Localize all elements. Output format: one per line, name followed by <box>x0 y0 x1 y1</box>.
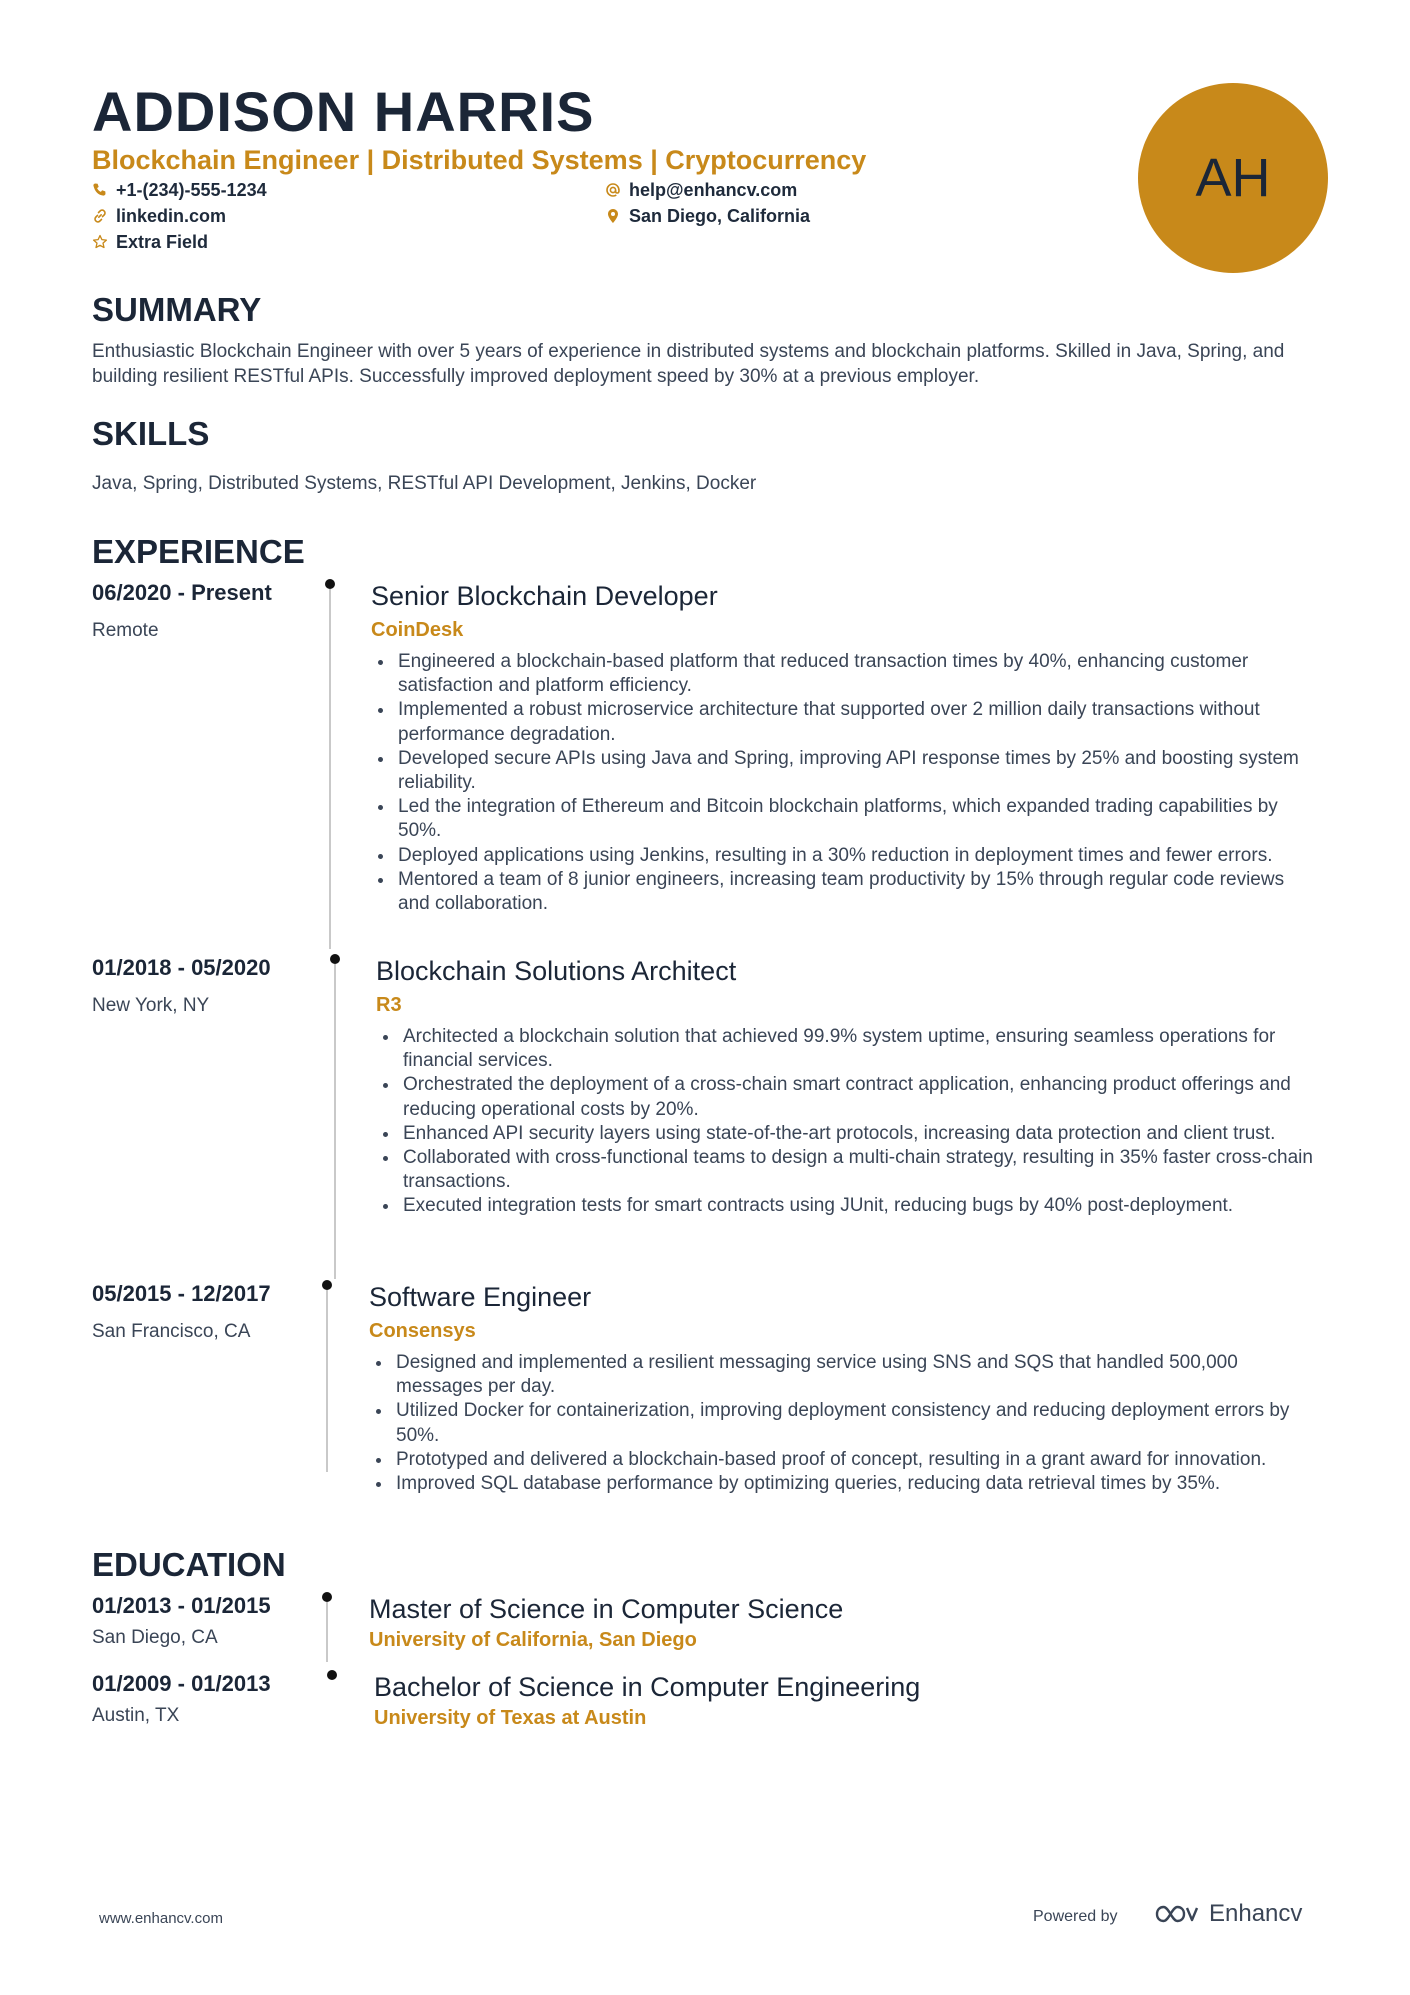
experience-bullet: Improved SQL database performance by optimizing queries, reducing data retrieval times by 35%. <box>369 1472 1329 1496</box>
candidate-name: ADDISON HARRIS <box>92 80 595 143</box>
experience-company: R3 <box>376 994 402 1016</box>
summary-text: Enthusiastic Blockchain Engineer with over 5 years of experience in distributed systems and blockchain platforms. Skilled in Java, Spring, and building resilient RESTful APIs. Successfully improved deployment speed by 30% at a previous employer. <box>92 341 1285 387</box>
phone-icon <box>92 182 108 198</box>
location-text: San Diego, California <box>629 206 811 226</box>
experience-date: 05/2015 - 12/2017 <box>92 1281 271 1306</box>
experience-heading: EXPERIENCE <box>92 533 305 570</box>
experience-bullet: Implemented a robust microservice architecture that supported over 2 million daily transactions without performance degradation. <box>371 698 1311 746</box>
experience-bullet: Mentored a team of 8 junior engineers, increasing team productivity by 15% through regular code reviews and collaboration. <box>371 868 1311 916</box>
experience-location: San Francisco, CA <box>92 1321 251 1342</box>
experience-bullets <box>369 1351 1329 1496</box>
education-school: University of California, San Diego <box>369 1629 697 1651</box>
experience-bullet: Utilized Docker for containerization, improving deployment consistency and reducing deployment errors by 50%. <box>369 1399 1329 1447</box>
timeline-line <box>326 1290 328 1472</box>
experience-bullet: Engineered a blockchain-based platform that reduced transaction times by 40%, enhancing customer satisfaction and platform efficiency. <box>371 650 1311 698</box>
education-heading: EDUCATION <box>92 1546 286 1583</box>
experience-bullet: Executed integration tests for smart contracts using JUnit, reducing bugs by 40% post-deployment. <box>376 1194 1326 1218</box>
education-degree: Master of Science in Computer Science <box>369 1594 844 1624</box>
experience-role: Blockchain Solutions Architect <box>376 956 737 986</box>
footer-url[interactable]: www.enhancv.com <box>99 1910 223 1927</box>
extra-field-text: Extra Field <box>116 232 209 252</box>
experience-bullets <box>376 1025 1326 1219</box>
contact-linkedin[interactable] <box>92 204 226 228</box>
timeline-dot <box>322 1592 332 1602</box>
experience-bullet: Prototyped and delivered a blockchain-based proof of concept, resulting in a grant award for innovation. <box>369 1448 1329 1472</box>
education-date: 01/2009 - 01/2013 <box>92 1671 271 1696</box>
timeline-line <box>329 589 331 949</box>
education-school: University of Texas at Austin <box>374 1707 647 1729</box>
avatar: AH <box>1138 83 1328 273</box>
timeline-dot <box>322 1280 332 1290</box>
brand-name: Enhancv <box>1209 1900 1303 1927</box>
experience-bullet: Designed and implemented a resilient messaging service using SNS and SQS that handled 500,000 messages per day. <box>369 1351 1329 1399</box>
contact-email[interactable] <box>605 178 797 202</box>
contact-extra <box>92 230 208 254</box>
summary-heading: SUMMARY <box>92 291 262 328</box>
timeline-line <box>326 1602 328 1662</box>
experience-bullet: Orchestrated the deployment of a cross-chain smart contract application, enhancing product offerings and reducing operational costs by 20%. <box>376 1073 1326 1121</box>
contact-location <box>605 204 810 228</box>
timeline-dot <box>330 954 340 964</box>
experience-role: Software Engineer <box>369 1282 592 1312</box>
experience-company: Consensys <box>369 1320 476 1342</box>
experience-role: Senior Blockchain Developer <box>371 581 718 611</box>
timeline-line <box>334 964 336 1279</box>
experience-bullet: Deployed applications using Jenkins, resulting in a 30% reduction in deployment times and fewer errors. <box>371 844 1311 868</box>
experience-bullet: Developed secure APIs using Java and Spring, improving API response times by 25% and boosting system reliability. <box>371 747 1311 795</box>
experience-location: Remote <box>92 620 159 641</box>
experience-bullet: Architected a blockchain solution that achieved 99.9% system uptime, ensuring seamless operations for financial services. <box>376 1025 1326 1073</box>
candidate-tagline: Blockchain Engineer | Distributed Systems | Cryptocurrency <box>92 145 867 175</box>
phone-text: +1-(234)-555-1234 <box>116 180 267 200</box>
experience-location: New York, NY <box>92 995 210 1016</box>
experience-bullets <box>371 650 1311 916</box>
experience-company: CoinDesk <box>371 619 464 641</box>
education-location: Austin, TX <box>92 1705 180 1726</box>
experience-bullet: Led the integration of Ethereum and Bitcoin blockchain platforms, which expanded trading capabilities by 50%. <box>371 795 1311 843</box>
star-icon <box>92 234 108 250</box>
experience-bullet: Collaborated with cross-functional teams to design a multi-chain strategy, resulting in 35% faster cross-chain transactions. <box>376 1146 1326 1194</box>
education-location: San Diego, CA <box>92 1627 218 1648</box>
linkedin-text: linkedin.com <box>116 206 227 226</box>
timeline-dot <box>325 579 335 589</box>
education-date: 01/2013 - 01/2015 <box>92 1593 271 1618</box>
contact-phone[interactable] <box>92 178 267 202</box>
skills-text: Java, Spring, Distributed Systems, RESTful API Development, Jenkins, Docker <box>92 473 757 494</box>
enhancv-logo-icon <box>1153 1901 1201 1927</box>
link-icon <box>92 208 108 224</box>
education-degree: Bachelor of Science in Computer Engineering <box>374 1672 921 1702</box>
brand-logo[interactable] <box>1153 1900 1302 1928</box>
powered-by-label: Powered by <box>1033 1908 1118 1925</box>
experience-date: 06/2020 - Present <box>92 580 272 605</box>
map-pin-icon <box>605 208 621 224</box>
timeline-dot <box>327 1670 337 1680</box>
experience-date: 01/2018 - 05/2020 <box>92 955 271 980</box>
experience-bullet: Enhanced API security layers using state-of-the-art protocols, increasing data protection and client trust. <box>376 1122 1326 1146</box>
email-text: help@enhancv.com <box>629 180 798 200</box>
at-icon <box>605 182 621 198</box>
skills-heading: SKILLS <box>92 415 210 452</box>
